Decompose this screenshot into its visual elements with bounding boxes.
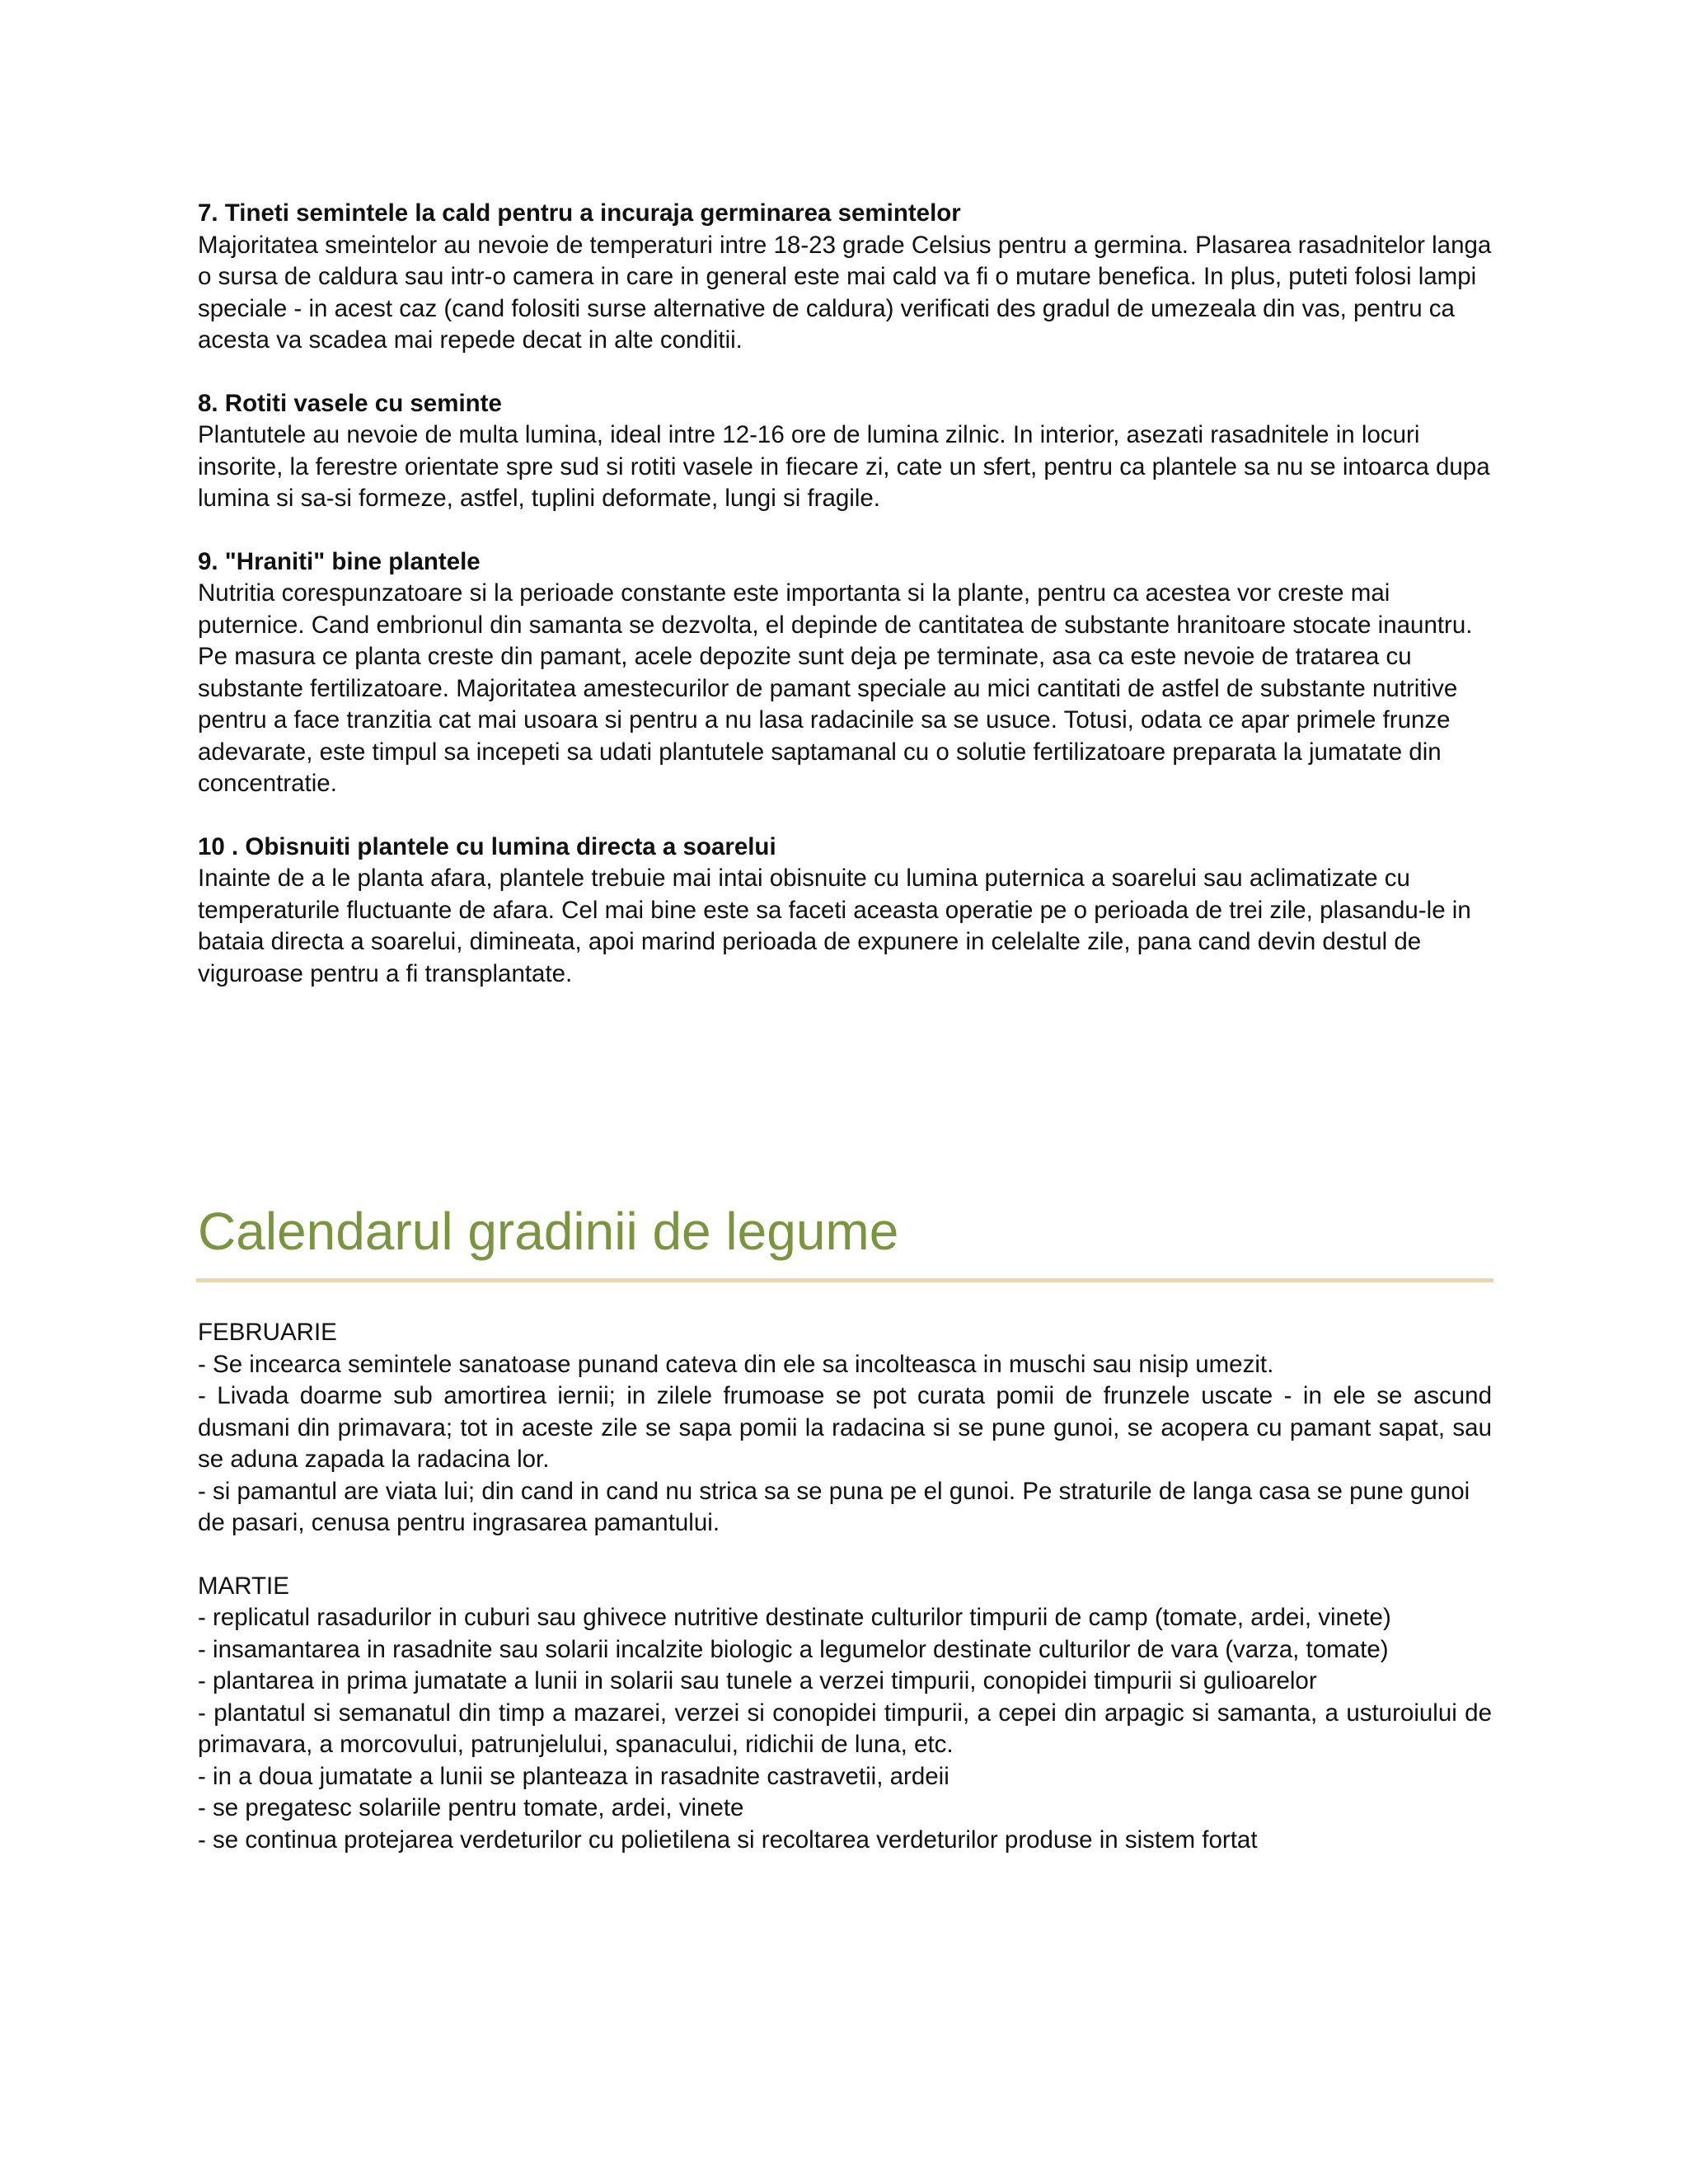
- tip-section-7: [198, 198, 1492, 357]
- list-item: - plantarea in prima jumatate a lunii in solarii sau tunele a verzei timpurii, conopidei timpurii si gulioarelor: [198, 1667, 1317, 1694]
- month-martie: [198, 1571, 1492, 1857]
- tip-title: 9. "Hraniti" bine plantele: [198, 547, 481, 575]
- list-item: - Livada doarme sub amortirea iernii; in zilele frumoase se pot curata pomii de frunzele uscate - in ele se ascund dusmani din primavara; tot in aceste zile se sapa pomii la radacina si se pune gunoi, se acopera cu pamant sapat, sau se aduna zapada la radacina lor.: [198, 1382, 1492, 1473]
- list-item: - se pregatesc solariile pentru tomate, ardei, vinete: [198, 1794, 744, 1821]
- heading-divider: [196, 1278, 1493, 1282]
- list-item: - replicatul rasadurilor in cuburi sau ghivece nutritive destinate culturilor timpurii de camp (tomate, ardei, vinete): [198, 1604, 1391, 1631]
- tip-section-10: [198, 832, 1492, 991]
- tip-body: Nutritia corespunzatoare si la perioade constante este importanta si la plante, pentru ca acestea vor creste mai puternice. Cand embrionul din samanta se dezvolta, el depinde de cantitatea de substante hranitoare stocate inauntru. Pe masura ce planta creste din pamant, acele depozite sunt deja pe terminate, asa ca este nevoie de tratarea cu substante fertilizatoare. Majoritatea amestecurilor de pamant speciale au mici cantitati de astfel de substante nutritive pentru a face tranzitia cat mai usoara si pentru a nu lasa radacinile sa se usuce. Totusi, odata ce apar primele frunze adevarate, este timpul sa incepeti sa udati plantutele saptamanal cu o solutie fertilizatoare preparata la jumatate din concentratie.: [198, 579, 1473, 797]
- page-title: Calendarul gradinii de legume: [198, 1202, 899, 1261]
- list-item: - in a doua jumatate a lunii se planteaza in rasadnite castravetii, ardeii: [198, 1762, 950, 1790]
- tip-body: Majoritatea smeintelor au nevoie de temperaturi intre 18-23 grade Celsius pentru a germina. Plasarea rasadnitelor langa o sursa de caldura sau intr-o camera in care in general este mai cald va fi o mutare benefica. In plus, puteti folosi lampi speciale - in acest caz (cand folositi surse alternative de caldura) verificati des gradul de umezeala din vas, pentru ca acesta va scadea mai repede decat in alte conditii.: [198, 231, 1492, 354]
- list-item: - plantatul si semanatul din timp a mazarei, verzei si conopidei timpurii, a cepei din arpagic si samanta, a usturoiului de primavara, a morcovului, patrunjelului, spanacului, ridichii de luna, etc.: [198, 1699, 1492, 1758]
- list-item: - insamantarea in rasadnite sau solarii incalzite biologic a legumelor destinate culturilor de vara (varza, tomate): [198, 1635, 1389, 1663]
- list-item: - se continua protejarea verdeturilor cu polietilena si recoltarea verdeturilor produse in sistem fortat: [198, 1825, 1258, 1854]
- tip-title: 8. Rotiti vasele cu seminte: [198, 389, 502, 417]
- tip-title: 7. Tineti semintele la cald pentru a incuraja germinarea semintelor: [198, 199, 961, 227]
- tip-title: 10 . Obisnuiti plantele cu lumina directa a soarelui: [198, 832, 776, 860]
- month-name: FEBRUARIE: [198, 1319, 337, 1346]
- tip-body: Inainte de a le planta afara, plantele trebuie mai intai obisnuite cu lumina puternica a soarelui sau aclimatizate cu temperaturile fluctuante de afara. Cel mai bine este sa faceti aceasta operatie pe o perioada de trei zile, plasandu-le in bataia directa a soarelui, dimineata, apoi marind perioada de expunere in celelalte zile, pana cand devin destul de viguroase pentru a fi transplantate.: [198, 865, 1471, 987]
- tips-list: [198, 198, 1492, 1021]
- month-name: MARTIE: [198, 1572, 289, 1600]
- tip-body: Plantutele au nevoie de multa lumina, ideal intre 12-16 ore de lumina zilnic. In interior, asezati rasadnitele in locuri insorite, la ferestre orientate spre sud si rotiti vasele in fiecare zi, cate un sfert, pentru ca plantele sa nu se intoarca dupa lumina si sa-si formeze, astfel, tuplini deformate, lungi si fragile.: [198, 421, 1490, 512]
- month-februarie: [198, 1317, 1492, 1540]
- list-item: - Se incearca semintele sanatoase punand cateva din ele sa incolteasca in muschi sau nisip umezit.: [198, 1350, 1274, 1378]
- tip-section-9: [198, 546, 1492, 800]
- calendar-heading: [198, 1199, 1492, 1282]
- calendar-months: [198, 1317, 1492, 1887]
- list-item: - si pamantul are viata lui; din cand in cand nu strica sa se puna pe el gunoi. Pe straturile de langa casa se pune gunoi de pasari, cenusa pentru ingrasarea pamantului.: [198, 1477, 1470, 1536]
- tip-section-8: [198, 388, 1492, 515]
